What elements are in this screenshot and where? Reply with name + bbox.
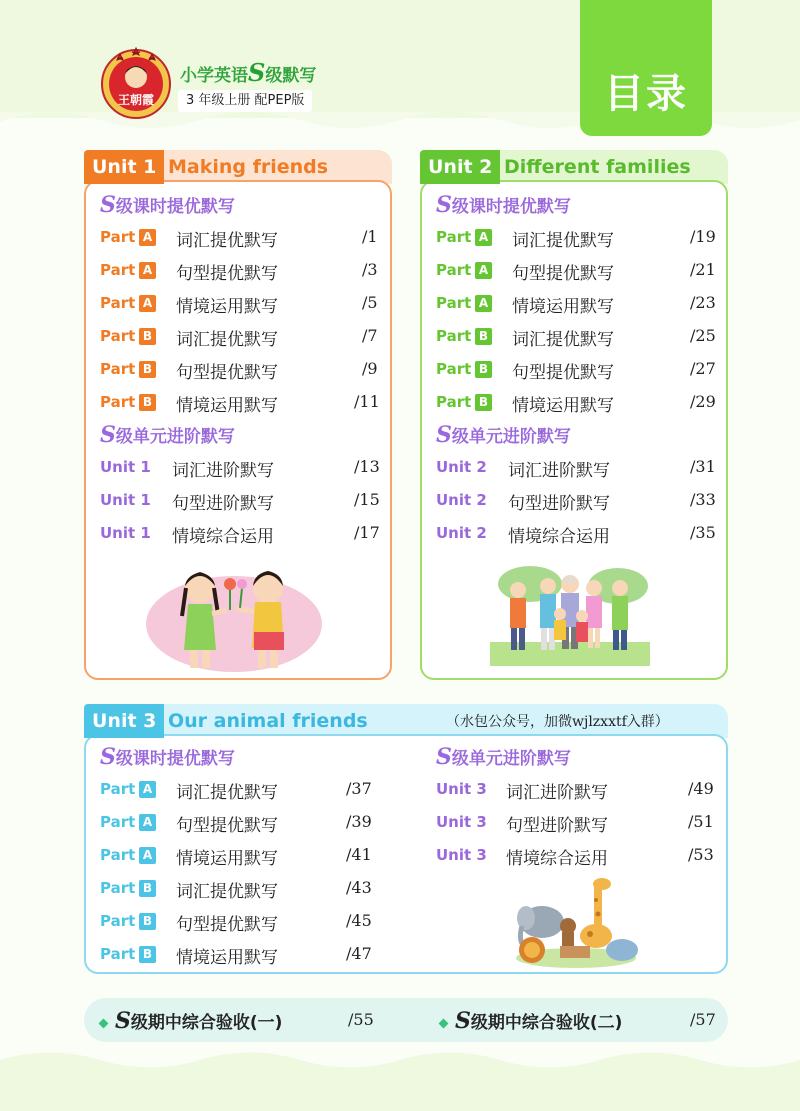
toc-entry[interactable]: Part A 情境运用默写 /41: [100, 845, 372, 869]
toc-entry[interactable]: Part A 句型提优默写 /21: [436, 260, 716, 284]
toc-label: 目录: [604, 71, 688, 117]
toc-tab: [580, 0, 712, 136]
toc-entry[interactable]: Part B 句型提优默写 /9: [100, 359, 378, 383]
unit-1-title: Making friends: [168, 156, 329, 178]
brand-logo: [98, 44, 174, 120]
toc-entry[interactable]: Part B 句型提优默写 /45: [100, 911, 372, 935]
toc-entry[interactable]: Part B 情境运用默写 /47: [100, 944, 372, 968]
unit-3-badge: Unit 3: [84, 704, 164, 738]
unit-3-panel: [84, 704, 728, 974]
toc-entry[interactable]: Part A 词汇提优默写 /1: [100, 227, 378, 251]
book-subtitle: 3 年级上册 配PEP版: [178, 90, 312, 112]
toc-entry[interactable]: Part B 句型提优默写 /27: [436, 359, 716, 383]
unit-2-panel: [420, 150, 728, 680]
logo-text: 王朝霞: [117, 93, 155, 107]
toc-entry[interactable]: Part A 情境运用默写 /5: [100, 293, 378, 317]
friends-illustration: [144, 558, 324, 676]
toc-entry[interactable]: Unit 3 句型进阶默写 /51: [436, 812, 714, 836]
unit-3-note: （水包公众号，加微wjlzxxtf入群）: [446, 714, 669, 730]
unit-3-title: Our animal friends: [168, 710, 368, 732]
toc-entry[interactable]: Part A 词汇提优默写 /19: [436, 227, 716, 251]
toc-entry[interactable]: Part A 句型提优默写 /3: [100, 260, 378, 284]
book-title: [180, 58, 316, 87]
toc-entry[interactable]: Unit 3 情境综合运用 /53: [436, 845, 714, 869]
diamond-icon: [99, 1018, 109, 1028]
exam-2-page: /57: [690, 1010, 716, 1029]
unit-3-unit-section-title: S级单元进阶默写: [436, 744, 571, 770]
unit-2-title: Different families: [504, 156, 691, 178]
family-illustration: [490, 558, 650, 666]
toc-entry[interactable]: Part A 词汇提优默写 /37: [100, 779, 372, 803]
toc-entry[interactable]: Unit 2 句型进阶默写 /33: [436, 490, 716, 514]
toc-entry[interactable]: Part B 词汇提优默写 /25: [436, 326, 716, 350]
unit-2-lesson-section-title: S级课时提优默写: [436, 192, 571, 218]
book-title-suffix: 级默写: [265, 66, 317, 86]
unit-1-lesson-section-title: S级课时提优默写: [100, 192, 235, 218]
toc-entry[interactable]: Part B 词汇提优默写 /7: [100, 326, 378, 350]
toc-entry[interactable]: Part B 词汇提优默写 /43: [100, 878, 372, 902]
unit-1-unit-section-title: S级单元进阶默写: [100, 422, 235, 448]
toc-entry[interactable]: Unit 3 词汇进阶默写 /49: [436, 779, 714, 803]
exam-bar: [84, 998, 728, 1042]
toc-entry[interactable]: Unit 1 句型进阶默写 /15: [100, 490, 380, 514]
toc-entry[interactable]: Unit 1 词汇进阶默写 /13: [100, 457, 380, 481]
unit-2-badge: Unit 2: [420, 150, 500, 184]
animals-illustration: [510, 874, 642, 970]
diamond-icon: [439, 1018, 449, 1028]
exam-1-title[interactable]: S级期中综合验收(一): [100, 1008, 282, 1034]
toc-entry[interactable]: Unit 2 词汇进阶默写 /31: [436, 457, 716, 481]
unit-1-badge: Unit 1: [84, 150, 164, 184]
book-title-prefix: 小学英语: [180, 66, 248, 86]
toc-entry[interactable]: Part A 句型提优默写 /39: [100, 812, 372, 836]
footer-wave: [0, 1040, 800, 1111]
exam-2-title[interactable]: S级期中综合验收(二): [440, 1008, 622, 1034]
toc-entry[interactable]: Part A 情境运用默写 /23: [436, 293, 716, 317]
book-title-s: S: [248, 58, 266, 87]
exam-1-page: /55: [348, 1010, 374, 1029]
toc-entry[interactable]: Unit 2 情境综合运用 /35: [436, 523, 716, 547]
unit-3-lesson-section-title: S级课时提优默写: [100, 744, 235, 770]
unit-2-unit-section-title: S级单元进阶默写: [436, 422, 571, 448]
toc-entry[interactable]: Unit 1 情境综合运用 /17: [100, 523, 380, 547]
toc-entry[interactable]: Part B 情境运用默写 /11: [100, 392, 380, 416]
toc-entry[interactable]: Part B 情境运用默写 /29: [436, 392, 716, 416]
unit-1-panel: [84, 150, 392, 680]
